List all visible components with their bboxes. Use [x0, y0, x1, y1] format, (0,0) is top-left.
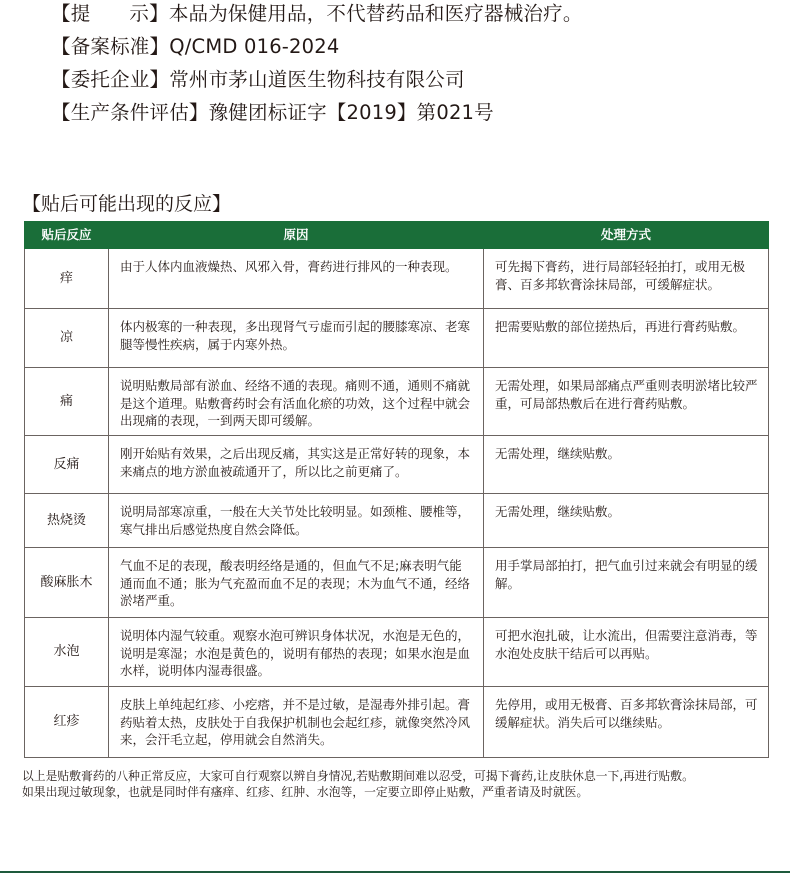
- reaction-cell: 水泡: [25, 618, 109, 687]
- reaction-cell: 痒: [25, 249, 109, 309]
- cause-cell: 皮肤上单纯起红疹、小疙瘩，并不是过敏，是湿毒外排引起。膏药贴着太热，皮肤处于自我保护机制也会起红疹，就像突然冷风来，会汗毛立起，停用就会自然消失。: [109, 687, 484, 758]
- treatment-cell: 可把水泡扎破，让水流出，但需要注意消毒，等水泡处皮肤干结后可以再贴。: [484, 618, 769, 687]
- table-row: [25, 548, 769, 618]
- cause-cell: 说明贴敷局部有淤血、经络不通的表现。痛则不通，通则不痛就是这个道理。贴敷膏药时会有活血化瘀的功效，这个过程中就会出现痛的表现，一到两天即可缓解。: [109, 368, 484, 436]
- info-line-standard: [51, 34, 339, 60]
- info-line-notice: [51, 1, 583, 27]
- table-row: [25, 249, 769, 309]
- treatment-cell: 无需处理，继续贴敷。: [484, 436, 769, 494]
- reaction-cell: 红疹: [25, 687, 109, 758]
- table-row: [25, 436, 769, 494]
- info-value-notice: 本品为保健用品，不代替药品和医疗器械治疗。: [168, 2, 583, 25]
- usage-note-line-2: 如果出现过敏现象，也就是同时伴有瘙痒、红疹、红肿、水泡等，一定要立即停止贴敷，严重者请及时就医。: [22, 785, 589, 799]
- info-label-notice: 【提 示】: [51, 2, 169, 25]
- cause-cell: 说明局部寒凉重，一般在大关节处比较明显。如颈椎、腰椎等，寒气排出后感觉热度自然会降低。: [109, 494, 484, 548]
- table-row: [25, 618, 769, 687]
- section-title: 【贴后可能出现的反应】: [22, 193, 232, 215]
- cause-cell: 由于人体内血液燥热、风邪入骨，膏药进行排风的一种表现。: [109, 249, 484, 309]
- info-value-company: 常州市茅山道医生物科技有限公司: [169, 68, 465, 91]
- header-treatment: 处理方式: [484, 222, 769, 249]
- treatment-cell: 无需处理，如果局部痛点严重则表明淤堵比较严重，可局部热敷后在进行膏药贴敷。: [484, 368, 769, 436]
- info-label-standard: 【备案标准】: [51, 35, 170, 58]
- reaction-cell: 凉: [25, 309, 109, 368]
- reaction-cell: 反痛: [25, 436, 109, 494]
- table-row: [25, 309, 769, 368]
- treatment-cell: 把需要贴敷的部位搓热后，再进行膏药贴敷。: [484, 309, 769, 368]
- treatment-cell: 可先揭下膏药，进行局部轻轻拍打，或用无极膏、百多邦软膏涂抹局部，可缓解症状。: [484, 249, 769, 309]
- info-label-company: 【委托企业】: [51, 68, 170, 91]
- info-line-production: [51, 100, 494, 126]
- treatment-cell: 先停用，或用无极膏、百多邦软膏涂抹局部，可缓解症状。消失后可以继续贴。: [484, 687, 769, 758]
- table-row: [25, 494, 769, 548]
- usage-note: [22, 768, 782, 800]
- header-cause: 原因: [109, 222, 484, 249]
- cause-cell: 体内极寒的一种表现，多出现肾气亏虚而引起的腰膝寒凉、老寒腿等慢性疾病，属于内寒外热。: [109, 309, 484, 368]
- usage-note-line-1: 以上是贴敷膏药的八种正常反应，大家可自行观察以辨自身情况,若贴敷期间难以忍受，可揭下膏药,让皮肤休息一下,再进行贴敷。: [22, 769, 694, 783]
- reaction-cell: 热烧烫: [25, 494, 109, 548]
- treatment-cell: 无需处理，继续贴敷。: [484, 494, 769, 548]
- cause-cell: 气血不足的表现，酸表明经络是通的，但血气不足;麻表明气能通而血不通；胀为气充盈而血不足的表现；木为血气不通，经络淤堵严重。: [109, 548, 484, 618]
- info-label-production: 【生产条件评估】: [51, 101, 209, 124]
- table-row: [25, 687, 769, 758]
- info-value-standard: Q/CMD 016-2024: [169, 35, 340, 58]
- cause-cell: 说明体内湿气较重。观察水泡可辨识身体状况，水泡是无色的，说明是寒湿；水泡是黄色的，说明有郁热的表现；如果水泡是血水样，说明体内湿毒很盛。: [109, 618, 484, 687]
- reaction-cell: 痛: [25, 368, 109, 436]
- reaction-cell: 酸麻胀木: [25, 548, 109, 618]
- reactions-table: [24, 221, 769, 758]
- table-header-row: [25, 222, 769, 249]
- cause-cell: 刚开始贴有效果，之后出现反痛，其实这是正常好转的现象，本来痛点的地方淤血被疏通开了，所以比之前更痛了。: [109, 436, 484, 494]
- treatment-cell: 用手掌局部拍打，把气血引过来就会有明显的缓解。: [484, 548, 769, 618]
- table-row: [25, 368, 769, 436]
- header-reaction: 贴后反应: [25, 222, 109, 249]
- info-line-company: [51, 67, 465, 93]
- info-value-production: 豫健团标证字【2019】第021号: [208, 101, 494, 124]
